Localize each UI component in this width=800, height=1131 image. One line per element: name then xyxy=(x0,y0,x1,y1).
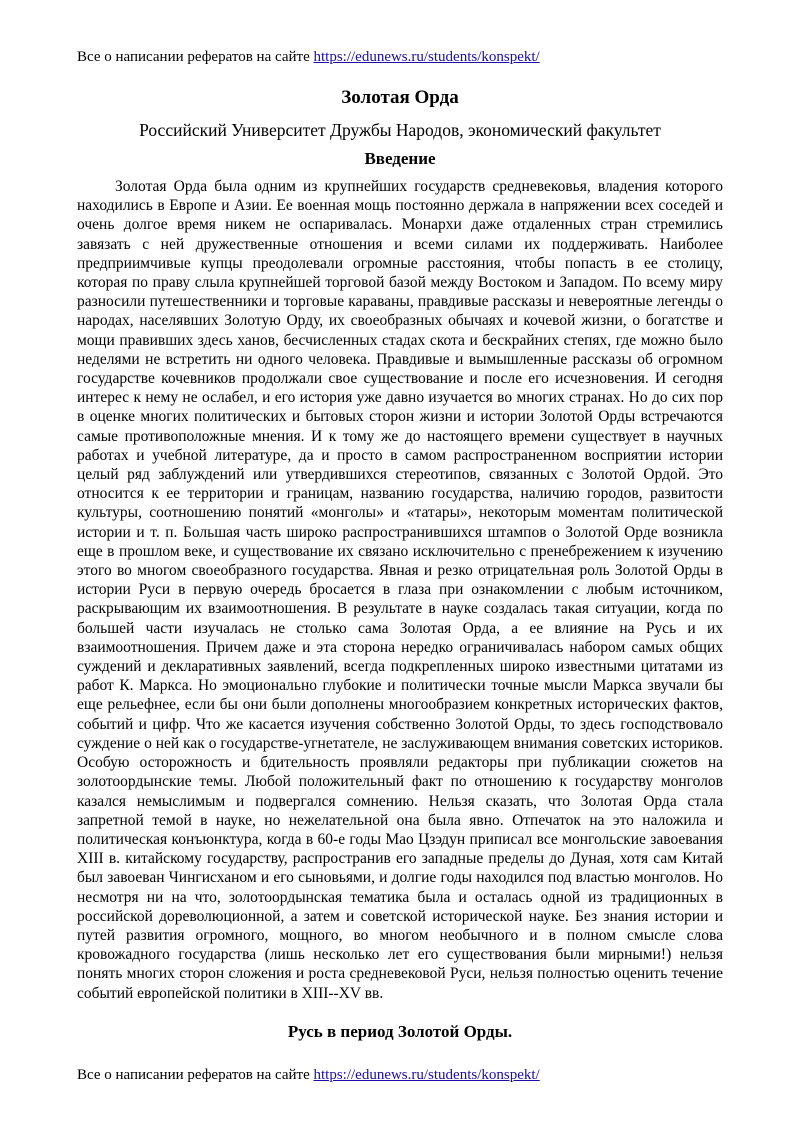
footer-link[interactable]: https://edunews.ru/students/konspekt/ xyxy=(313,1067,540,1083)
section2-heading: Русь в период Золотой Орды. xyxy=(287,1022,513,1041)
intro-heading: Введение xyxy=(364,149,436,168)
header-prefix: Все о написании рефератов на сайте xyxy=(77,49,310,65)
header-link[interactable]: https://edunews.ru/students/konspekt/ xyxy=(313,49,540,65)
page-header xyxy=(77,48,540,66)
document-subtitle: Российский Университет Дружбы Народов, экономический факультет xyxy=(139,120,661,140)
page-footer xyxy=(77,1066,540,1084)
intro-paragraph: Золотая Орда была одним из крупнейших государств средневековья, владения которого находились в Европе и Азии. Ее военная мощь постоянно держала в напряжении всех соседей и очень долгое время никем не оспаривалась. Монархи даже отдаленных стран стремились завязать с ней дружественные отношения и всеми силами их поддерживать. Наиболее предприимчивые купцы преодолевали огромные расстояния, чтобы попасть в ее столицу, которая по праву слыла крупнейшей торговой базой между Востоком и Западом. По всему миру разносили путешественники и торговые караваны, правдивые рассказы и невероятные легенды о народах, населявших Золотую Орду, их своеобразных обычаях и кочевой жизни, о богатстве и мощи правивших здесь ханов, бесчисленных стадах скота и бескрайних степях, где можно было неделями не встретить ни одного человека. Правдивые и вымышленные рассказы об огромном государстве кочевников продолжали свое существование и после его исчезновения. И сегодня интерес к нему не ослабел, и его история уже давно изучается во многих странах. Но до сих пор в оценке многих политических и бытовых сторон жизни и истории Золотой Орды встречаются самые противоположные мнения. И к тому же до настоящего времени существует в научных работах и учебной литературе, да и просто в самом распространенном восприятии истории целый ряд заблуждений или утвердившихся стереотипов, связанных с Золотой Ордой. Это относится к ее территории и границам, названию государства, наличию городов, развитости культуры, соотношению понятий «монголы» и «татары», некоторым моментам политической истории и т. п. Большая часть широко распространившихся штампов о Золотой Орде возникла еще в прошлом веке, и существование их связано исключительно с пренебрежением к изучению этого во многом своеобразного государства. Явная и резко отрицательная роль Золотой Орды в истории Руси в первую очередь бросается в глаза при ознакомлении с любым источником, раскрывающим их взаимоотношения. В результате в науке создалась такая ситуации, когда по большей части изучалась не столько сама Золотая Орда, а ее влияние на Русь и их взаимоотношения. Причем даже и эта сторона нередко ограничивалась набором самых общих суждений и декларативных заявлений, всегда подкрепленных широко известными цитатами из работ К. Маркса. Но эмоционально глубокие и политически точные мысли Маркса звучали бы еще рельефнее, если бы они были дополнены многообразием конкретных исторических фактов, событий и цифр. Что же касается изучения собственно Золотой Орды, то здесь господствовало суждение о ней как о государстве-угнетателе, не заслуживающем внимания советских историков. Особую осторожность и бдительность проявляли редакторы при публикации сюжетов на золотоордынские темы. Любой положительный факт по отношению к государству монголов казался немыслимым и подвергался сомнению. Нельзя сказать, что Золотая Орда стала запретной темой в науке, но нежелательной она была явно. Отпечаток на это наложила и политическая конъюнктура, когда в 60-е годы Мао Цзэдун приписал все монгольские завоевания XIII в. китайскому государству, распространив его западные пределы до Дуная, хотя сам Китай был завоеван Чингисханом и его сыновьями, и долгие годы находился под властью монголов. Но несмотря ни на что, золотоордынская тематика была и осталась одной из традиционных в российской дореволюционной, а затем и советской исторической науке. Без знания истории и путей развития огромного, мощного, во многом необычного и в полном смысле слова кровожадного государства (лишь несколько лет его существования были мирными!) нельзя понять многих сторон сложения и роста средневековой Руси, нельзя полностью оценить течение событий европейской политики в XIII--XV вв. xyxy=(77,178,723,1002)
footer-prefix: Все о написании рефератов на сайте xyxy=(77,1067,310,1083)
document-title: Золотая Орда xyxy=(341,87,459,108)
